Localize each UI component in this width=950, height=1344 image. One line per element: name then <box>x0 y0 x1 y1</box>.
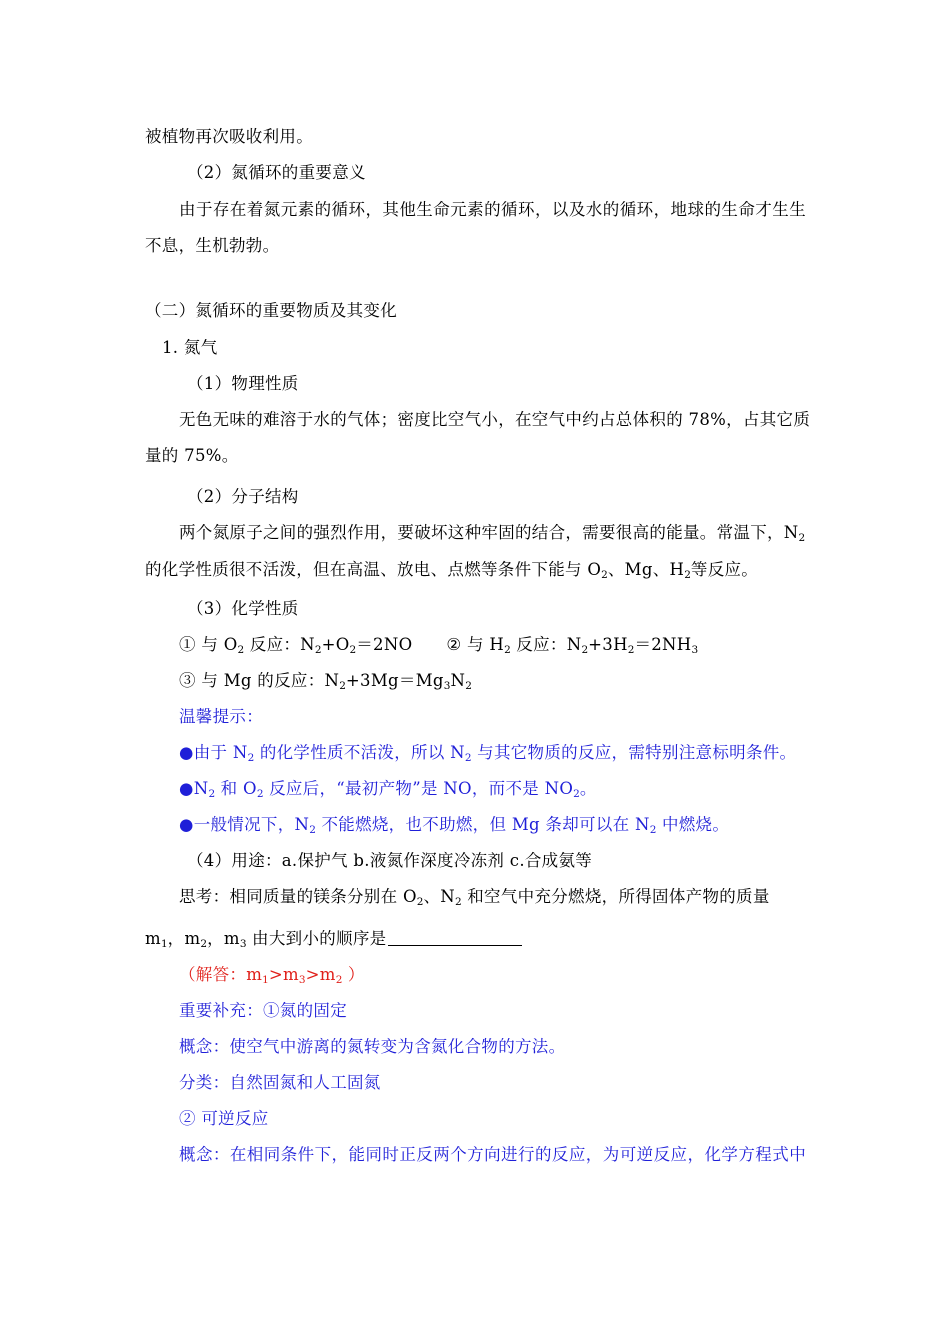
subscript: 2 <box>464 752 472 764</box>
text-run: ） <box>342 965 365 984</box>
subscript: 2 <box>455 896 462 908</box>
text-run: 的化学性质很不活泼，但在高温、放电、点燃等条件下能与 O <box>145 560 602 579</box>
subscript: 2 <box>208 788 216 800</box>
subsection-heading: （3）化学性质 <box>187 599 299 618</box>
subscript: 3 <box>691 644 699 656</box>
question-line <box>179 886 950 913</box>
supplement-line: 概念：在相同条件下，能同时正反两个方向进行的反应，为可逆反应，化学方程式中 <box>179 1145 806 1164</box>
text-run: 由大到小的顺序是 <box>246 929 387 948</box>
tip-item <box>179 814 950 841</box>
paragraph-line: 无色无味的难溶于水的气体；密度比空气小，在空气中约占总体积的 78%，占其它质 <box>179 410 811 429</box>
question-line <box>145 928 950 955</box>
text-run: ●一般情况下，N <box>179 815 310 834</box>
paragraph-line <box>179 522 950 549</box>
text-run: 反应后，“最初产物”是 NO，而不是 NO <box>263 779 574 798</box>
subscript: 2 <box>465 680 472 692</box>
text-run: 不能燃烧，也不助燃，但 Mg 条却可以在 N <box>315 815 650 834</box>
text-run: m <box>145 929 161 948</box>
equation-line <box>179 634 950 661</box>
answer-blank <box>388 929 522 946</box>
subscript: 2 <box>256 788 264 800</box>
text-run: （解答：m <box>179 965 263 984</box>
subsection-heading: （4）用途：a.保护气 b.液氮作深度冷冻剂 c.合成氨等 <box>187 851 593 870</box>
paragraph-line: 不息，生机勃勃。 <box>145 236 280 255</box>
text-run: 两个氮原子之间的强烈作用，要破坏这种牢固的结合，需要很高的能量。常温下，N <box>179 523 799 542</box>
subscript: 2 <box>504 644 511 656</box>
text-run: 的化学性质不活泼，所以 N <box>254 743 465 762</box>
text-run: 反应：N <box>510 635 582 654</box>
text-run: ●N <box>179 779 209 798</box>
subsection-heading: （1）物理性质 <box>187 374 299 393</box>
subscript: 2 <box>314 644 322 656</box>
equation-line <box>179 670 950 697</box>
text-run: ●由于 N <box>179 743 248 762</box>
section-heading: （二）氮循环的重要物质及其变化 <box>145 301 397 320</box>
text-run: ① 与 O <box>179 635 238 654</box>
text-run: >m <box>305 965 336 984</box>
subscript: 2 <box>581 644 589 656</box>
item-heading: 1. 氮气 <box>162 338 218 357</box>
tip-heading: 温馨提示： <box>179 707 263 726</box>
text-run: ② 与 H <box>446 635 505 654</box>
subscript: 3 <box>298 974 306 986</box>
subscript: 1 <box>262 974 269 986</box>
text-run: 思考：相同质量的镁条分别在 O <box>179 887 417 906</box>
text-run: >m <box>268 965 299 984</box>
text-run: 、N <box>423 887 456 906</box>
supplement-heading: 重要补充：①氮的固定 <box>179 1001 347 1020</box>
text-run: 等反应。 <box>690 560 759 579</box>
text-run: +3Mg＝Mg <box>345 671 444 690</box>
text-run: ＝2NH <box>634 635 692 654</box>
supplement-line: 概念：使空气中游离的氮转变为含氮化合物的方法。 <box>179 1037 566 1056</box>
text-run: ，m <box>167 929 201 948</box>
subscript: 2 <box>349 644 357 656</box>
text-run: 、Mg、H <box>607 560 685 579</box>
subscript: 2 <box>798 532 806 544</box>
answer-line <box>179 964 950 991</box>
subscript: 2 <box>601 569 608 581</box>
subscript: 2 <box>627 644 635 656</box>
text-run: 中燃烧。 <box>656 815 730 834</box>
paragraph-line: 由于存在着氮元素的循环，其他生命元素的循环，以及水的循环，地球的生命才生生 <box>179 200 806 219</box>
tip-item <box>179 778 950 805</box>
subscript: 2 <box>684 569 691 581</box>
subscript: 2 <box>335 974 343 986</box>
paragraph-line: 量的 75%。 <box>145 446 239 465</box>
text-run: 。 <box>579 779 597 798</box>
text-run: +O <box>321 635 350 654</box>
subscript: 2 <box>200 938 208 950</box>
subsection-heading: （2）分子结构 <box>187 487 299 506</box>
paragraph-line: 被植物再次吸收利用。 <box>145 127 313 146</box>
text-run: ＝2NO <box>356 635 413 654</box>
subscript: 2 <box>237 644 245 656</box>
text-run: 与其它物质的反应，需特别注意标明条件。 <box>471 743 797 762</box>
subscript: 2 <box>649 824 657 836</box>
subscript: 2 <box>339 680 346 692</box>
subscript: 2 <box>416 896 424 908</box>
text-run: ，m <box>207 929 240 948</box>
supplement-heading: ② 可逆反应 <box>179 1109 269 1128</box>
supplement-line: 分类：自然固氮和人工固氮 <box>179 1073 381 1092</box>
text-run: +3H <box>588 635 628 654</box>
text-run: ③ 与 Mg 的反应：N <box>179 671 340 690</box>
text-run: N <box>450 671 466 690</box>
text-run: 和空气中充分燃烧，所得固体产物的质量 <box>461 887 770 906</box>
subscript: 2 <box>247 752 255 764</box>
subscript: 2 <box>573 788 580 800</box>
subscript: 2 <box>309 824 316 836</box>
subscript: 1 <box>160 938 168 950</box>
subscript: 3 <box>443 680 451 692</box>
subscript: 3 <box>239 938 247 950</box>
text-run: 和 O <box>215 779 257 798</box>
subsection-heading: （2）氮循环的重要意义 <box>187 163 366 182</box>
text-run: 反应：N <box>244 635 315 654</box>
tip-item <box>179 742 950 769</box>
paragraph-line <box>145 559 950 586</box>
